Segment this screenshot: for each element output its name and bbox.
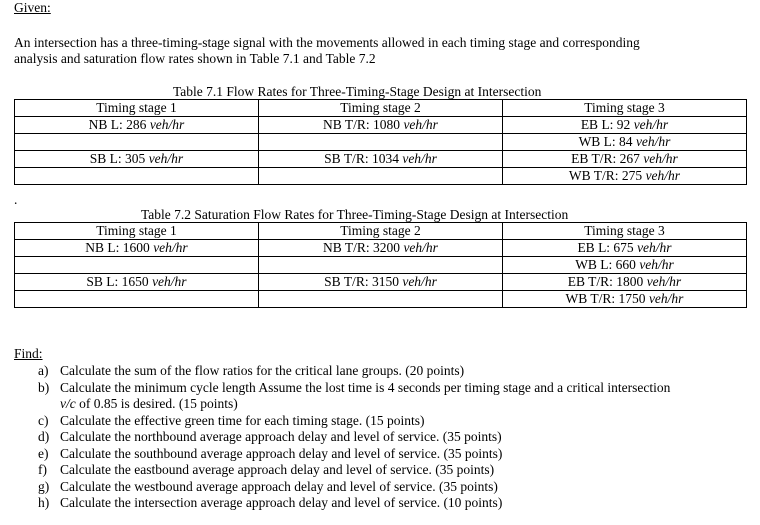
cell-unit: veh/hr xyxy=(639,257,674,272)
table2-caption: Table 7.2 Saturation Flow Rates for Three-Timing-Stage Design at Intersection xyxy=(141,207,569,222)
table-cell xyxy=(259,274,503,291)
table-cell xyxy=(503,168,747,185)
list-item-label: c) xyxy=(38,412,49,428)
cell-value: WB L: 84 xyxy=(578,134,636,149)
table-cell xyxy=(503,151,747,168)
table-cell xyxy=(15,240,259,257)
table-cell xyxy=(259,151,503,168)
table2-header-stage-3: Timing stage 3 xyxy=(503,223,747,240)
intro-line-2: analysis and saturation flow rates shown in Table 7.1 and Table 7.2 xyxy=(14,51,376,66)
cell-value: WB T/R: 275 xyxy=(568,168,646,183)
cell-value: SB L: 305 xyxy=(89,151,149,166)
cell-value: SB T/R: 3150 xyxy=(324,274,403,289)
cell-value: EB T/R: 1800 xyxy=(567,274,647,289)
table-cell xyxy=(15,151,259,168)
cell-value: WB L: 660 xyxy=(575,257,640,272)
table-cell xyxy=(503,274,747,291)
cell-unit: veh/hr xyxy=(148,151,184,166)
cell-value: NB T/R: 1080 xyxy=(323,117,404,132)
cell-value: NB L: 1600 xyxy=(85,240,154,255)
list-item-label: a) xyxy=(38,363,49,378)
table-cell xyxy=(503,134,747,151)
cell-unit: veh/hr xyxy=(637,240,672,255)
table-row xyxy=(15,291,747,308)
table2-header-stage-2: Timing stage 2 xyxy=(259,223,503,240)
list-item-italic: v/c xyxy=(60,396,76,411)
list-item xyxy=(38,479,670,496)
cell-unit: veh/hr xyxy=(646,274,682,289)
table-cell xyxy=(503,291,747,308)
cell-unit: veh/hr xyxy=(152,274,187,289)
cell-unit: veh/hr xyxy=(403,240,438,255)
table-cell xyxy=(15,134,259,151)
list-item-text: Calculate the northbound average approach delay and level of service. (35 points) xyxy=(60,429,502,444)
table-row xyxy=(15,168,747,185)
table-row xyxy=(15,240,747,257)
table2-header-stage-1: Timing stage 1 xyxy=(15,223,259,240)
list-item-label: h) xyxy=(38,495,50,510)
table-cell xyxy=(503,257,747,274)
list-item-label: e) xyxy=(38,445,49,461)
table1-caption: Table 7.1 Flow Rates for Three-Timing-Stage Design at Intersection xyxy=(173,84,542,99)
table-cell xyxy=(503,117,747,134)
cell-value: SB L: 1650 xyxy=(86,274,153,289)
table-cell xyxy=(15,117,259,134)
table-cell xyxy=(15,168,259,185)
table-cell xyxy=(15,274,259,291)
list-item-text: Calculate the intersection average approach delay and level of service. (10 points) xyxy=(60,495,503,510)
list-item xyxy=(38,446,670,463)
cell-value: NB L: 286 xyxy=(88,117,150,132)
table-row xyxy=(15,151,747,168)
list-item-label: d) xyxy=(38,429,50,444)
table-row xyxy=(15,117,747,134)
cell-unit: veh/hr xyxy=(403,117,438,132)
table1-header-stage-2: Timing stage 2 xyxy=(259,100,503,117)
list-item xyxy=(38,380,670,413)
list-item xyxy=(38,495,670,512)
cell-unit: veh/hr xyxy=(402,274,437,289)
cell-unit: veh/hr xyxy=(149,117,185,132)
cell-value: EB L: 675 xyxy=(577,240,638,255)
list-item-text: Calculate the westbound average approach delay and level of service. (35 points) xyxy=(60,478,498,494)
list-item xyxy=(38,363,670,380)
find-list xyxy=(38,363,670,512)
table-row xyxy=(15,134,747,151)
list-item xyxy=(38,462,670,479)
table-cell xyxy=(259,134,503,151)
table-row xyxy=(15,257,747,274)
list-item-text: Calculate the southbound average approach delay and level of service. (35 points) xyxy=(60,445,503,461)
cell-value: EB L: 92 xyxy=(580,117,634,132)
table-cell xyxy=(503,240,747,257)
find-label: Find: xyxy=(14,346,43,361)
cell-value: NB T/R: 3200 xyxy=(323,240,404,255)
cell-value: EB T/R: 267 xyxy=(571,151,644,166)
cell-unit: veh/hr xyxy=(648,291,684,306)
given-label: Given: xyxy=(14,0,51,15)
saturation-flow-table xyxy=(14,222,747,308)
list-item-label: b) xyxy=(38,379,50,395)
table-cell xyxy=(259,240,503,257)
list-item-label: g) xyxy=(38,478,50,494)
cell-unit: veh/hr xyxy=(635,134,671,149)
list-item-label: f) xyxy=(38,462,47,477)
table-cell xyxy=(259,117,503,134)
list-item-text: Calculate the minimum cycle length Assume the lost time is 4 seconds per timing stage and a critical intersection xyxy=(60,379,671,395)
intro-line-1: An intersection has a three-timing-stage signal with the movements allowed in each timing stage and corresponding xyxy=(14,35,640,50)
table-cell xyxy=(259,257,503,274)
list-item-text: Calculate the sum of the flow ratios for the critical lane groups. (20 points) xyxy=(60,363,465,378)
table1-header-stage-1: Timing stage 1 xyxy=(15,100,259,117)
cell-unit: veh/hr xyxy=(153,240,188,255)
list-item-text: Calculate the eastbound average approach delay and level of service. (35 points) xyxy=(60,462,495,477)
table-cell xyxy=(259,291,503,308)
cell-unit: veh/hr xyxy=(633,117,669,132)
cell-value: SB T/R: 1034 xyxy=(324,151,403,166)
table-cell xyxy=(15,291,259,308)
table-cell xyxy=(15,257,259,274)
table-cell xyxy=(259,168,503,185)
list-item-text-cont: of 0.85 is desired. (15 points) xyxy=(75,396,238,411)
flow-rates-table xyxy=(14,99,747,185)
table-row xyxy=(15,274,747,291)
stray-dot: . xyxy=(14,192,18,207)
list-item xyxy=(38,429,670,446)
list-item xyxy=(38,413,670,430)
cell-value: WB T/R: 1750 xyxy=(565,291,649,306)
cell-unit: veh/hr xyxy=(643,151,678,166)
table1-header-stage-3: Timing stage 3 xyxy=(503,100,747,117)
cell-unit: veh/hr xyxy=(645,168,681,183)
list-item-text: Calculate the effective green time for each timing stage. (15 points) xyxy=(60,412,425,428)
cell-unit: veh/hr xyxy=(402,151,437,166)
